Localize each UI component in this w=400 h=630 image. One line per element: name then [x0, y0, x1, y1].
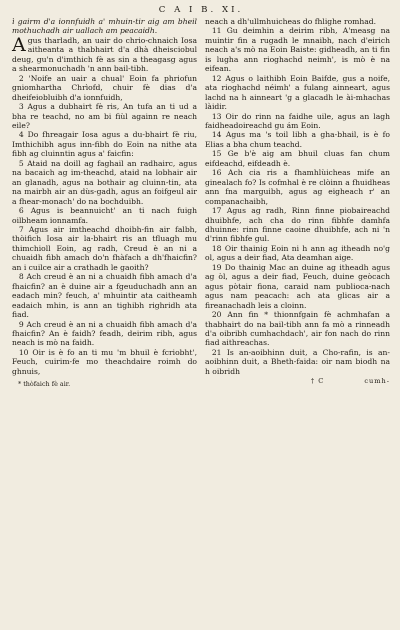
- verse-14: 14 Agus ma 's toil libh a gha-bhail, is è fo Elias a bha chum teachd.: [205, 130, 390, 149]
- text-columns: [12, 17, 390, 388]
- verse-17: 17 Agus ag radh, Rinn finne piobaireachd dhuibhfe, ach cha do rinn fibhfe damhfa dhuinne: rinn finne caoine dhuibhfe, ach ni 'n d'rinn fibhfe gul.: [205, 206, 390, 244]
- verse-16: 16 Ach cia ris a fhamhlùicheas mife an ginealach fo? Is cofmhal è re clòinn a fhuidheas ann fna marguibh, agus ag eigheach r' an companachaibh,: [205, 168, 390, 206]
- right-column: [205, 17, 390, 388]
- verse-13: 13 Oir do rinn na faidhe uile, agus an lagh faidheadoireachd gu ám Eoin.: [205, 111, 390, 130]
- left-column: [12, 17, 197, 388]
- verse-10: 10 Oir is è fo an ti mu 'm bhuil è fcriobht', Feuch, cuirim-fe mo theachdaire roimh do ghnuis,: [12, 347, 197, 376]
- running-head: C A I B. XI.: [158, 5, 244, 15]
- chapter-summary: ì gairm d'a ionnfuidh a' mhuin-tir aig am bheil mothuchadh air uallach am peacaidh.: [12, 17, 197, 36]
- verse-10-continued: neach a dh'ullmhuicheas do fhlighe romhad.: [205, 17, 377, 26]
- verse-19: 19 Do thainig Mac an duine ag itheadh agus ag òl, agus a deir fiad, Feuch, duine geòcach agus pòtair fiona, caraid nam publioca-nach agus nam peacach: ach ata glicas air a fireanachadh leis a cloinn.: [205, 262, 390, 310]
- verse-8: 8 Ach creud è an ni a chuaidh fibh amach d'a fhaicfin? an è duine air a fgeuduchadh ann an eadach min? feuch, a' mhuintir ata caitheamh eadaich mhin, is ann an tighibh righridh ata fiad.: [12, 272, 197, 320]
- verse-4: 4 Do fhreagair Iosa agus a du-bhairt fè riu, Imthichibh agus inn-fibh do Eoin na nithe ata fibh ag cluinntin agus a' faicfin:: [12, 130, 197, 159]
- signature-mark: † C: [310, 377, 325, 386]
- verse-6: 6 Agus is beannuicht' an ti nach fuigh oilbheam ionnamfa.: [12, 206, 197, 225]
- footnote: * thòfaich fè air.: [18, 380, 71, 389]
- verse-9: 9 Ach creud è an ni a chuaidh fibh amach d'a fhaicfin? An è faidh? feadh, deirim ribh, agus neach is mò na faidh.: [12, 319, 197, 348]
- verse-15: 15 Ge b'è aig am bhuil cluas fan chum eifdeachd, eifdeadh è.: [205, 149, 390, 168]
- catchword: cumh-: [364, 377, 390, 386]
- verse-3: 3 Agus a dubhairt fè ris, An tufa an ti ud a bha re teachd, no am bi fiùl againn re neach eile?: [12, 102, 197, 130]
- verse-1: [12, 33, 197, 74]
- verse-5: 5 Ataid na doill ag faghail an radhairc, agus na bacaich ag im-theachd, ataid na lobhair air an glanadh, agus na bothair ag cluinn-tin, ata na mairbh air an dùs-gadh, agus an foifgeul air a fhear-monach' do na bochduibh.: [12, 158, 197, 206]
- drop-cap: A: [12, 33, 26, 56]
- verse-21: 21 Is an-aoibhinn duit, a Cho-rafin, is an-aoibhinn duit, a Bheth-faida: oir nam biodh na h oibridh: [205, 347, 390, 376]
- verse-18: 18 Oir thainig Eoin ni h ann ag itheadh no'g ol, agus a deir fiad, Ata deamhan aige.: [205, 243, 390, 263]
- verse-2: 2 'Noife an uair a chual' Eoin fa phriofun gniomhartha Chrìofd, chuir fè dias d'a dheifeiobluibh d'a ionnfuidh,: [12, 73, 197, 102]
- verse-20: 20 Ann fin * thionnfgain fè achmhafan a thabhairt do na bail-tibh ann fa mò a rinneadh d'a oibribh cumhachdach', air fon nach do rinn fiad aithreachas.: [205, 310, 390, 348]
- catchline: [205, 377, 390, 385]
- verse-7: 7 Agus air imtheachd dhoibh-fin air falbh, thòifich Iosa air la-bhairt ris an tfluagh mu thimchioll Eoin, ag radh, Creud è an ni a chuaidh fibh amach do'n fhàfach a dh'fhaicfin? an i cuilce air a crathadh le gaoith?: [12, 224, 197, 272]
- verse-11: 11 Gu deimhin a deirim ribh, A'measg na muintir fin a rugadh le mnaibh, nach d'eirich neach a's mò na Eoin Baiste: gidheadh, an ti fin is lugha ann rioghachd neimh', is mò è na eifean.: [205, 26, 390, 74]
- verse-12: 12 Agus o laithibh Eoin Baifde, gus a noife, ata rioghachd néimh' a fulang ainneart, agus lachd na h ainneart 'g a glacadh le ài-mhachas làidir.: [205, 73, 390, 112]
- verse-1-text: gus tharladh, an uair do chrio-chnaich Iosa aitheanta a thabhairt d'a dhà dheisciobul deug, gu'n d'imthich fè as sin a theagasg agus a shearmonuchadh 'n ann bail-tibh.: [12, 35, 197, 74]
